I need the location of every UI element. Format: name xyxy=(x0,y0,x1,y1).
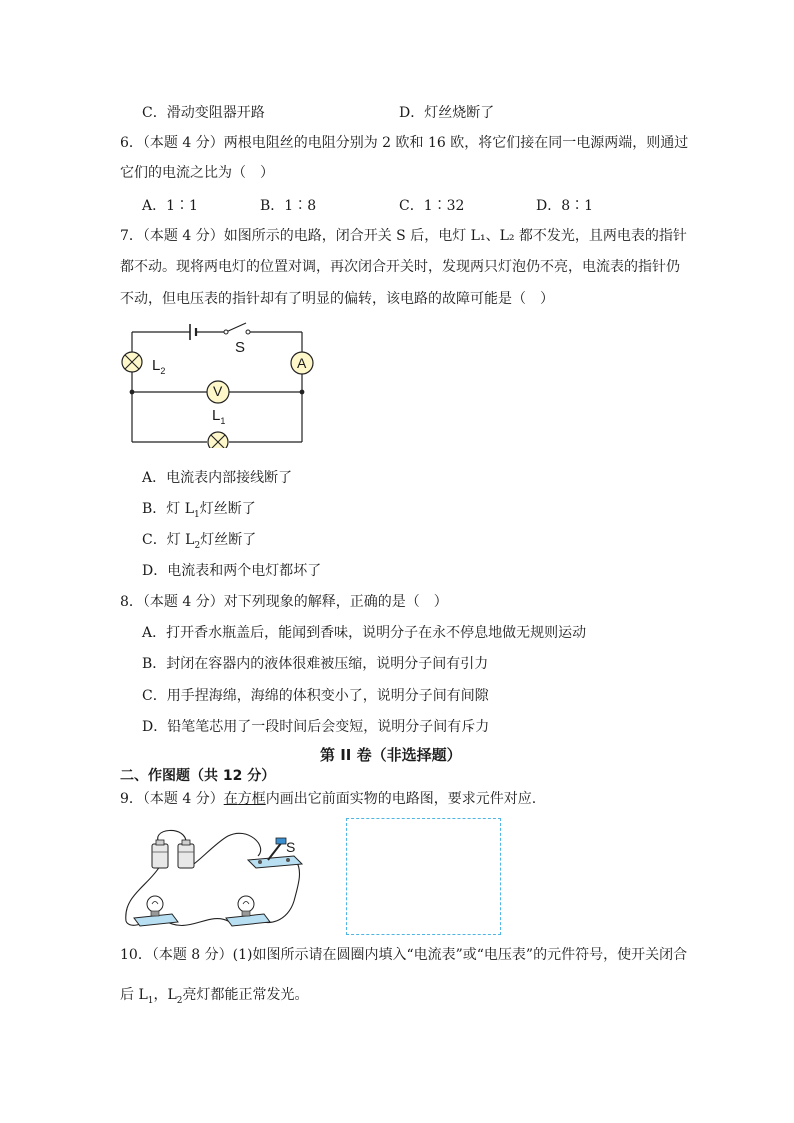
battery-1-icon xyxy=(152,840,168,868)
q7-lamp1-label xyxy=(212,407,225,426)
q7-lamp2-label xyxy=(152,357,165,376)
bulb-1-icon xyxy=(134,896,178,926)
q8-option-b: B．封闭在容器内的液体很难被压缩，说明分子间有引力 xyxy=(142,656,489,672)
q7-ammeter-label: A xyxy=(297,355,307,371)
q7-option-c-sub: 2 xyxy=(194,540,201,551)
part2-title: 第 II 卷（非选择题） xyxy=(320,746,462,764)
q10-l1-sub: 1 xyxy=(147,995,154,1006)
q10-stem-line2 xyxy=(120,985,309,1011)
q10-l1-text: 后 L xyxy=(120,987,148,1003)
q7-option-c-text: C．灯 L xyxy=(142,532,195,548)
q7-stem-line2: 都不动。现将两电灯的位置对调，再次闭合开关时，发现两只灯泡仍不亮，电流表的指针仍 xyxy=(120,259,680,275)
bulb-2-icon xyxy=(226,896,270,926)
q7-lamp2-sub: 2 xyxy=(160,366,166,376)
q7-option-b xyxy=(142,499,256,525)
q10-stem-line1: 10．（本题 8 分）(1)如图所示请在圆圈内填入“电流表”或“电压表”的元件符号，使开关闭合 xyxy=(120,947,688,963)
q6-option-b: B．1∶8 xyxy=(260,198,317,214)
q6-option-c: C．1∶32 xyxy=(399,198,465,214)
junction-left xyxy=(130,390,135,395)
q10-l2-text: ，L xyxy=(153,987,177,1003)
q7-stem-line1: 7．（本题 4 分）如图所示的电路，闭合开关 S 后，电灯 L₁、L₂ 都不发光，且两电表的指针 xyxy=(120,228,687,244)
q8-option-d: D．铅笔笔芯用了一段时间后会变短，说明分子间有斥力 xyxy=(142,719,490,735)
q9-stem-suffix: 内画出它前面实物的电路图，要求元件对应. xyxy=(265,791,537,807)
q9-switch-label: S xyxy=(286,839,296,855)
q7-lamp1-sub: 1 xyxy=(220,416,226,426)
q7-voltmeter-label: V xyxy=(213,383,223,399)
q7-option-b-tail: 灯丝断了 xyxy=(199,501,256,517)
q7-option-c-tail: 灯丝断了 xyxy=(200,532,257,548)
q7-option-a: A．电流表内部接线断了 xyxy=(142,470,293,486)
q6-stem-line1: 6．（本题 4 分）两根电阻丝的电阻分别为 2 欧和 16 欧，将它们接在同一电源两端，则通过 xyxy=(120,135,689,151)
battery-2-icon xyxy=(178,840,194,868)
q7-option-b-text: B．灯 L xyxy=(142,501,195,517)
q7-switch-label: S xyxy=(235,339,246,356)
q9-stem-underlined-2: 方框 xyxy=(237,791,266,807)
q7-option-c xyxy=(142,530,256,556)
q10-stem-tail: 亮灯都能正常发光。 xyxy=(182,987,309,1003)
q7-lamp2-letter: L xyxy=(152,357,161,374)
q9-answer-box[interactable] xyxy=(346,818,501,935)
q5-option-c: C．滑动变阻器开路 xyxy=(142,105,265,121)
q8-stem: 8．（本题 4 分）对下列现象的解释，正确的是（ ） xyxy=(120,594,448,610)
switch-contact-right xyxy=(246,330,250,334)
q7-lamp1-letter: L xyxy=(212,407,221,424)
q10-l2-sub: 2 xyxy=(176,995,183,1006)
switch-contact-left xyxy=(224,330,228,334)
q5-option-d: D．灯丝烧断了 xyxy=(399,105,495,121)
q7-option-b-sub: 1 xyxy=(194,509,200,520)
q6-option-d: D．8∶1 xyxy=(536,198,594,214)
lamp-l2-icon xyxy=(122,352,142,372)
q8-option-a: A．打开香水瓶盖后，能闻到香味，说明分子在永不停息地做无规则运动 xyxy=(142,625,587,641)
q6-option-a: A．1∶1 xyxy=(142,198,198,214)
junction-right xyxy=(300,390,305,395)
section-drawing-title: 二、作图题（共 12 分） xyxy=(120,768,276,784)
q8-option-c: C．用手捏海绵，海绵的体积变小了，说明分子间有间隙 xyxy=(142,688,489,704)
q7-option-d: D．电流表和两个电灯都坏了 xyxy=(142,563,322,579)
lamp-l1-icon xyxy=(208,432,228,448)
q7-stem-line3: 不动，但电压表的指针却有了明显的偏转，该电路的故障可能是（ ） xyxy=(120,291,554,307)
q9-stem-underlined-1: 在 xyxy=(223,791,238,807)
q9-stem xyxy=(120,789,536,809)
q9-stem-prefix: 9．（本题 4 分） xyxy=(120,791,224,807)
q6-stem-line2: 它们的电流之比为（ ） xyxy=(120,165,274,181)
